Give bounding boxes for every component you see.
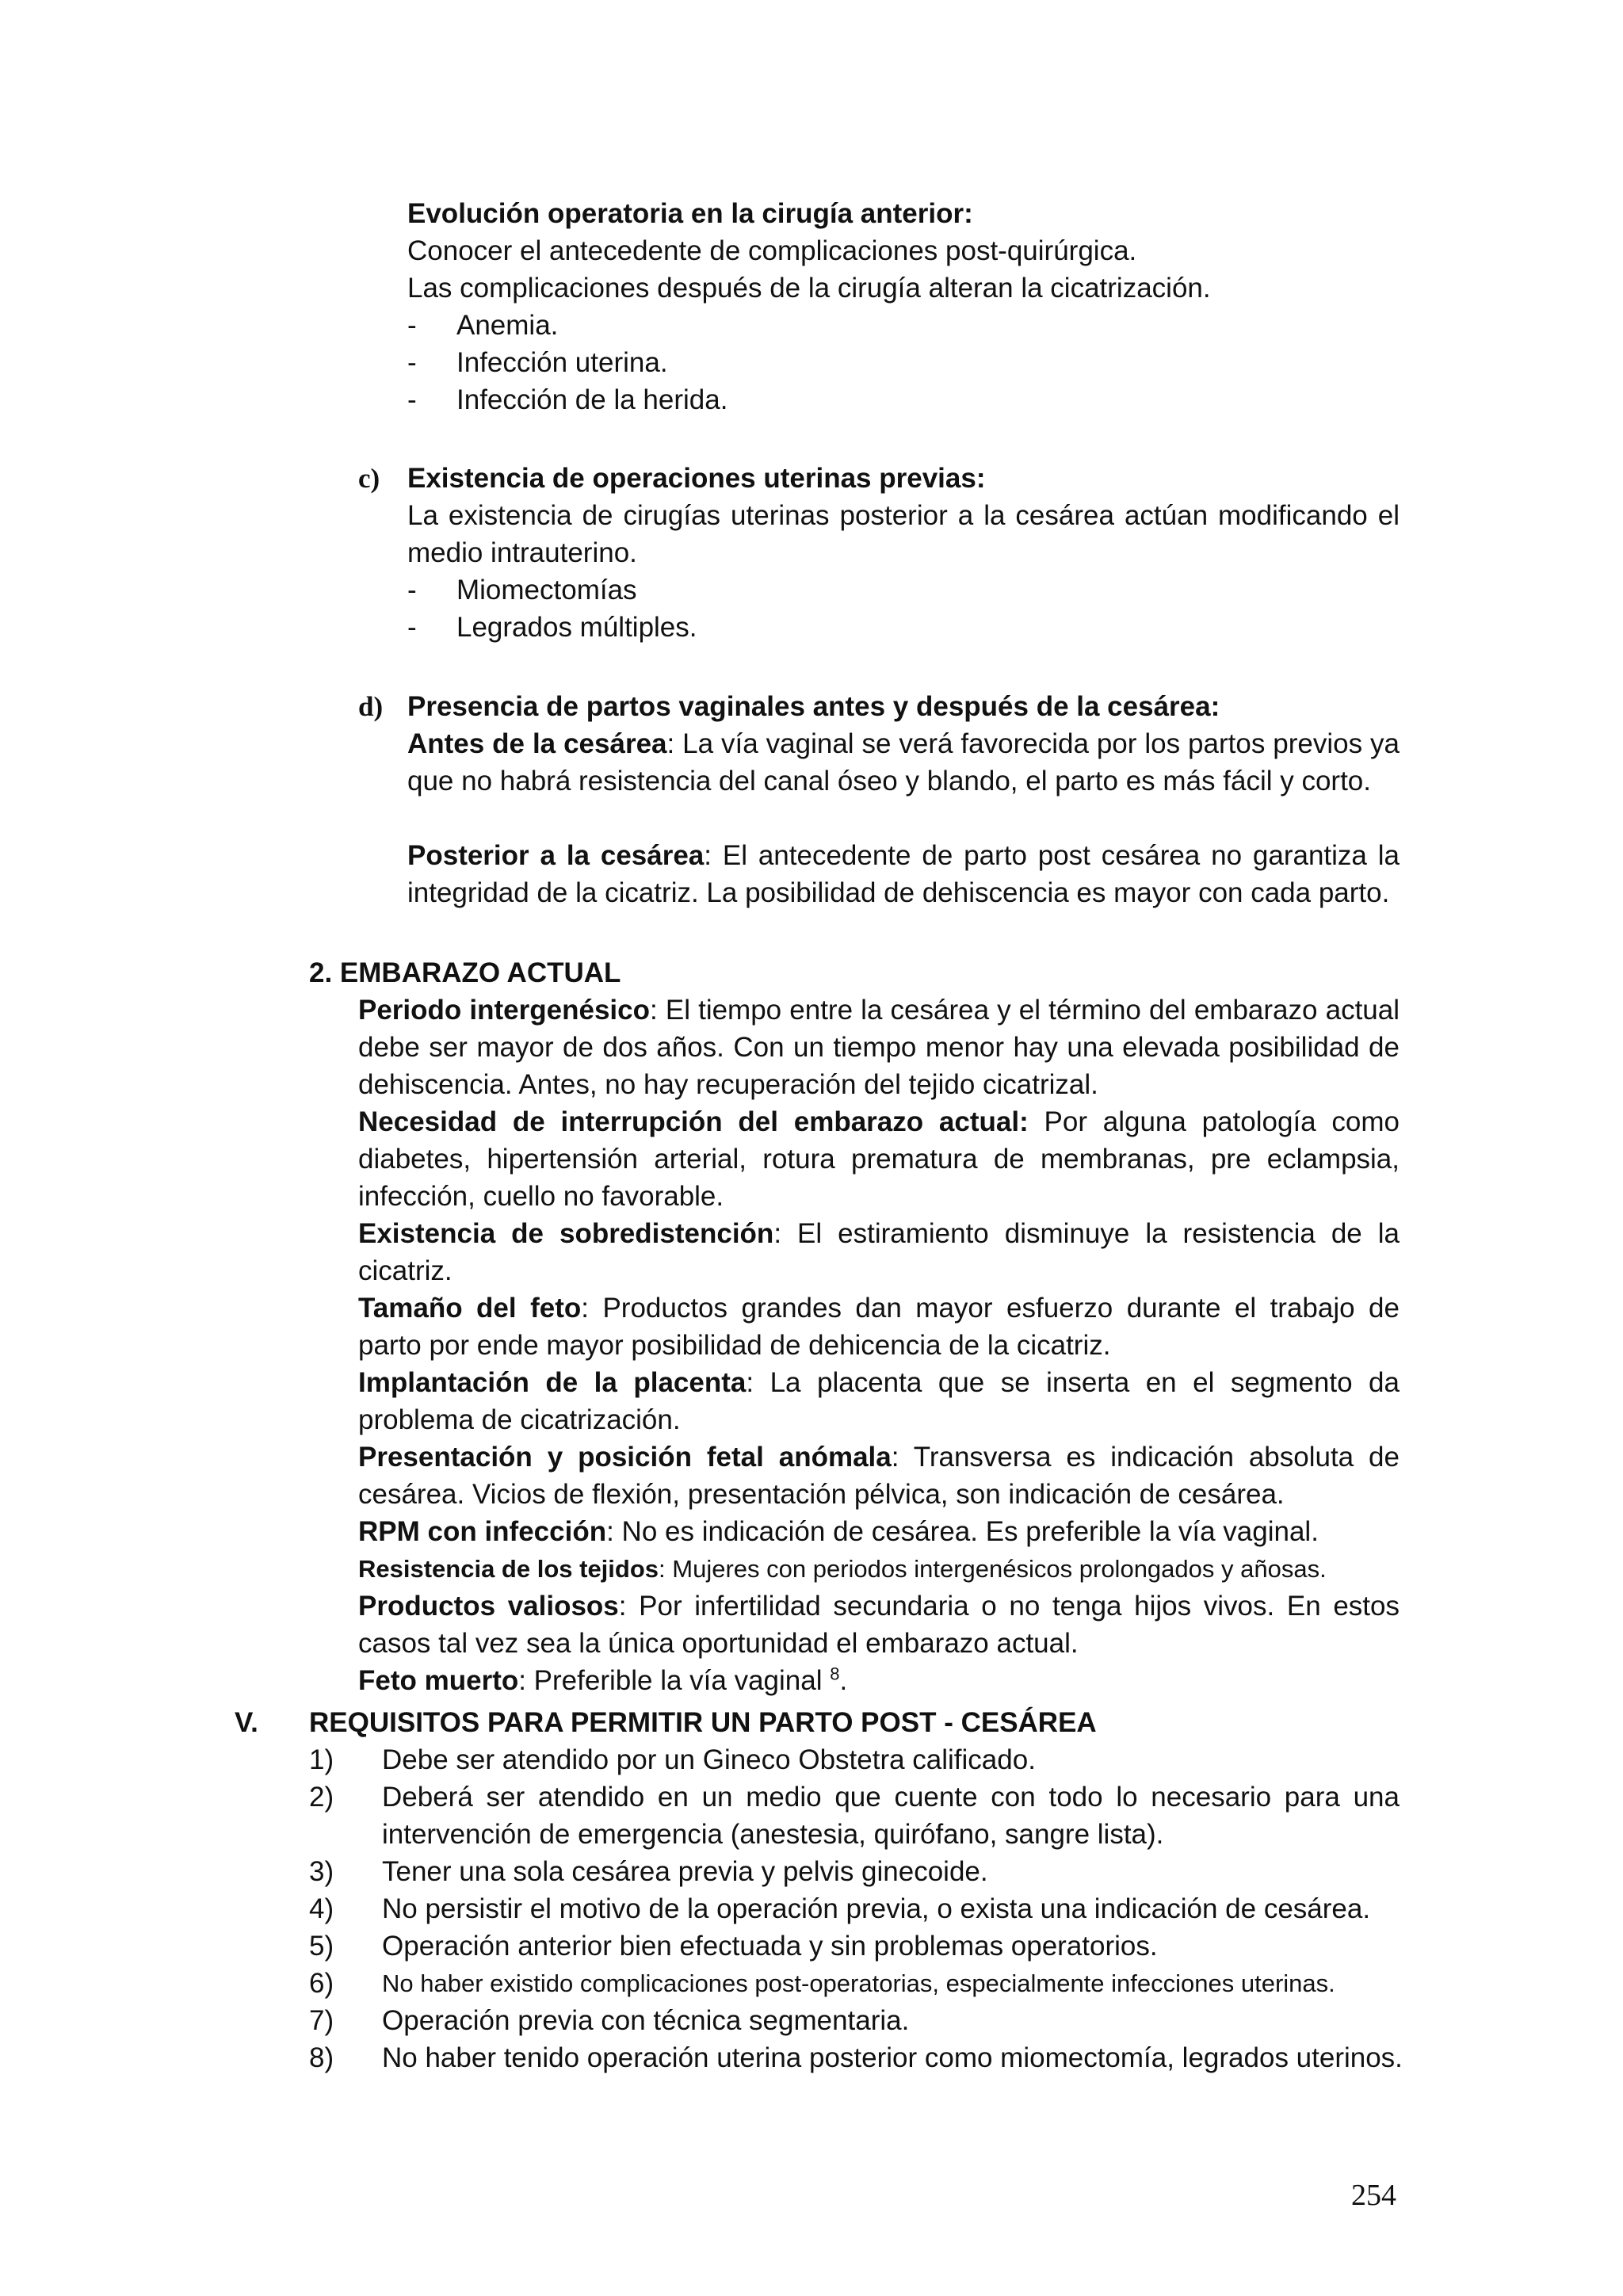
section-v [309,1704,1403,2076]
section-2 [309,954,1400,1699]
paragraph: La existencia de cirugías uterinas posterior a la cesárea actúan modificando el medio intrauterino. [407,500,1400,568]
section-c-letter: c) [358,463,380,494]
heading-requisitos: REQUISITOS PARA PERMITIR UN PARTO POST - CESÁREA [309,1707,1097,1738]
heading-partos-vaginales: Presencia de partos vaginales antes y después de la cesárea: [407,691,1220,722]
heading-evolucion-operatoria: Evolución operatoria en la cirugía anterior: [407,198,973,229]
list-item: - Infección de la herida. [407,381,1406,418]
page-number: 254 [1351,2179,1396,2212]
section-2-body [358,991,1400,1699]
requirement-item: 4) No persistir el motivo de la operación previa, o exista una indicación de cesárea. [309,1893,1371,1924]
heading-embarazo-actual: 2. EMBARAZO ACTUAL [309,957,621,988]
list-item: Feto muerto: Preferible la vía vaginal $^8$. [358,1664,848,1696]
list-item: - Legrados múltiples. [407,609,1400,646]
requirements-list [309,1741,1403,2076]
section-b-continuation [407,195,1406,418]
paragraph-antes: Antes de la cesárea: La vía vaginal se verá favorecida por los partos previos ya que no habrá resistencia del canal óseo y blando, el parto es más fácil y corto. [407,728,1400,797]
list-item: Productos valiosos: Por infertilidad secundaria o no tenga hijos vivos. En estos casos tal vez sea la única oportunidad el embarazo actual. [358,1591,1400,1659]
paragraph-line: Conocer el antecedente de complicaciones post-quirúrgica. [407,235,1137,266]
requirement-item: 1) Debe ser atendido por un Gineco Obstetra calificado. [309,1744,1036,1775]
list-item: - Infección uterina. [407,344,1406,381]
list-item: RPM con infección: No es indicación de cesárea. Es preferible la vía vaginal. [358,1516,1319,1547]
section-v-numeral: V. [235,1707,258,1738]
requirement-item: 6) No haber existido complicaciones post-operatorias, especialmente infecciones uterinas. [309,1968,1335,1999]
requirement-item: 5) Operación anterior bien efectuada y sin problemas operatorios. [309,1931,1158,1962]
requirement-item: 7) Operación previa con técnica segmentaria. [309,2005,910,2036]
dash-bullet: - [407,612,417,643]
list-item: Existencia de sobredistención: El estiramiento disminuye la resistencia de la cicatriz. [358,1218,1400,1286]
list-item: Necesidad de interrupción del embarazo actual: Por alguna patología como diabetes, hipertensión arterial, rotura prematura de membranas, pre eclampsia, infección, cuello no favorable. [358,1106,1400,1212]
requirement-item: 3) Tener una sola cesárea previa y pelvis ginecoide. [309,1856,988,1887]
list-item: - Miomectomías [407,571,1400,609]
dash-bullet: - [407,384,417,415]
paragraph-posterior: Posterior a la cesárea: El antecedente de parto post cesárea no garantiza la integridad de la cicatriz. La posibilidad de dehiscencia es mayor con cada parto. [407,840,1400,908]
dash-bullet: - [407,347,417,378]
list-item: Implantación de la placenta: La placenta que se inserta en el segmento da problema de cicatrización. [358,1367,1400,1435]
footnote-ref: 8 [830,1664,840,1684]
section-c [407,460,1400,646]
section-d [407,688,1400,911]
heading-operaciones-uterinas: Existencia de operaciones uterinas previas: [407,463,986,494]
section-d-letter: d) [358,691,384,722]
list-item: Presentación y posición fetal anómala: Transversa es indicación absoluta de cesárea. Vicios de flexión, presentación pélvica, son indicación de cesárea. [358,1442,1400,1510]
requirement-item: 8) No haber tenido operación uterina posterior como miomectomía, legrados uterinos. [309,2042,1403,2073]
list-item: Periodo intergenésico: El tiempo entre la cesárea y el término del embarazo actual debe ser mayor de dos años. Con un tiempo menor hay una elevada posibilidad de dehiscencia. Antes, no hay recuperación del tejido cicatrizal. [358,995,1400,1100]
requirement-item: 2) Deberá ser atendido en un medio que cuente con todo lo necesario para una intervención de emergencia (anestesia, quirófano, sangre lista). [309,1782,1400,1850]
list-item: Resistencia de los tejidos: Mujeres con periodos intergenésicos prolongados y añosas. [358,1555,1327,1583]
dash-bullet: - [407,575,417,606]
dash-bullet: - [407,310,417,341]
list-item: - Anemia. [407,307,1406,344]
list-item: Tamaño del feto: Productos grandes dan mayor esfuerzo durante el trabajo de parto por ende mayor posibilidad de dehicencia de la cicatriz. [358,1293,1400,1361]
paragraph-line: Las complicaciones después de la cirugía alteran la cicatrización. [407,273,1211,304]
